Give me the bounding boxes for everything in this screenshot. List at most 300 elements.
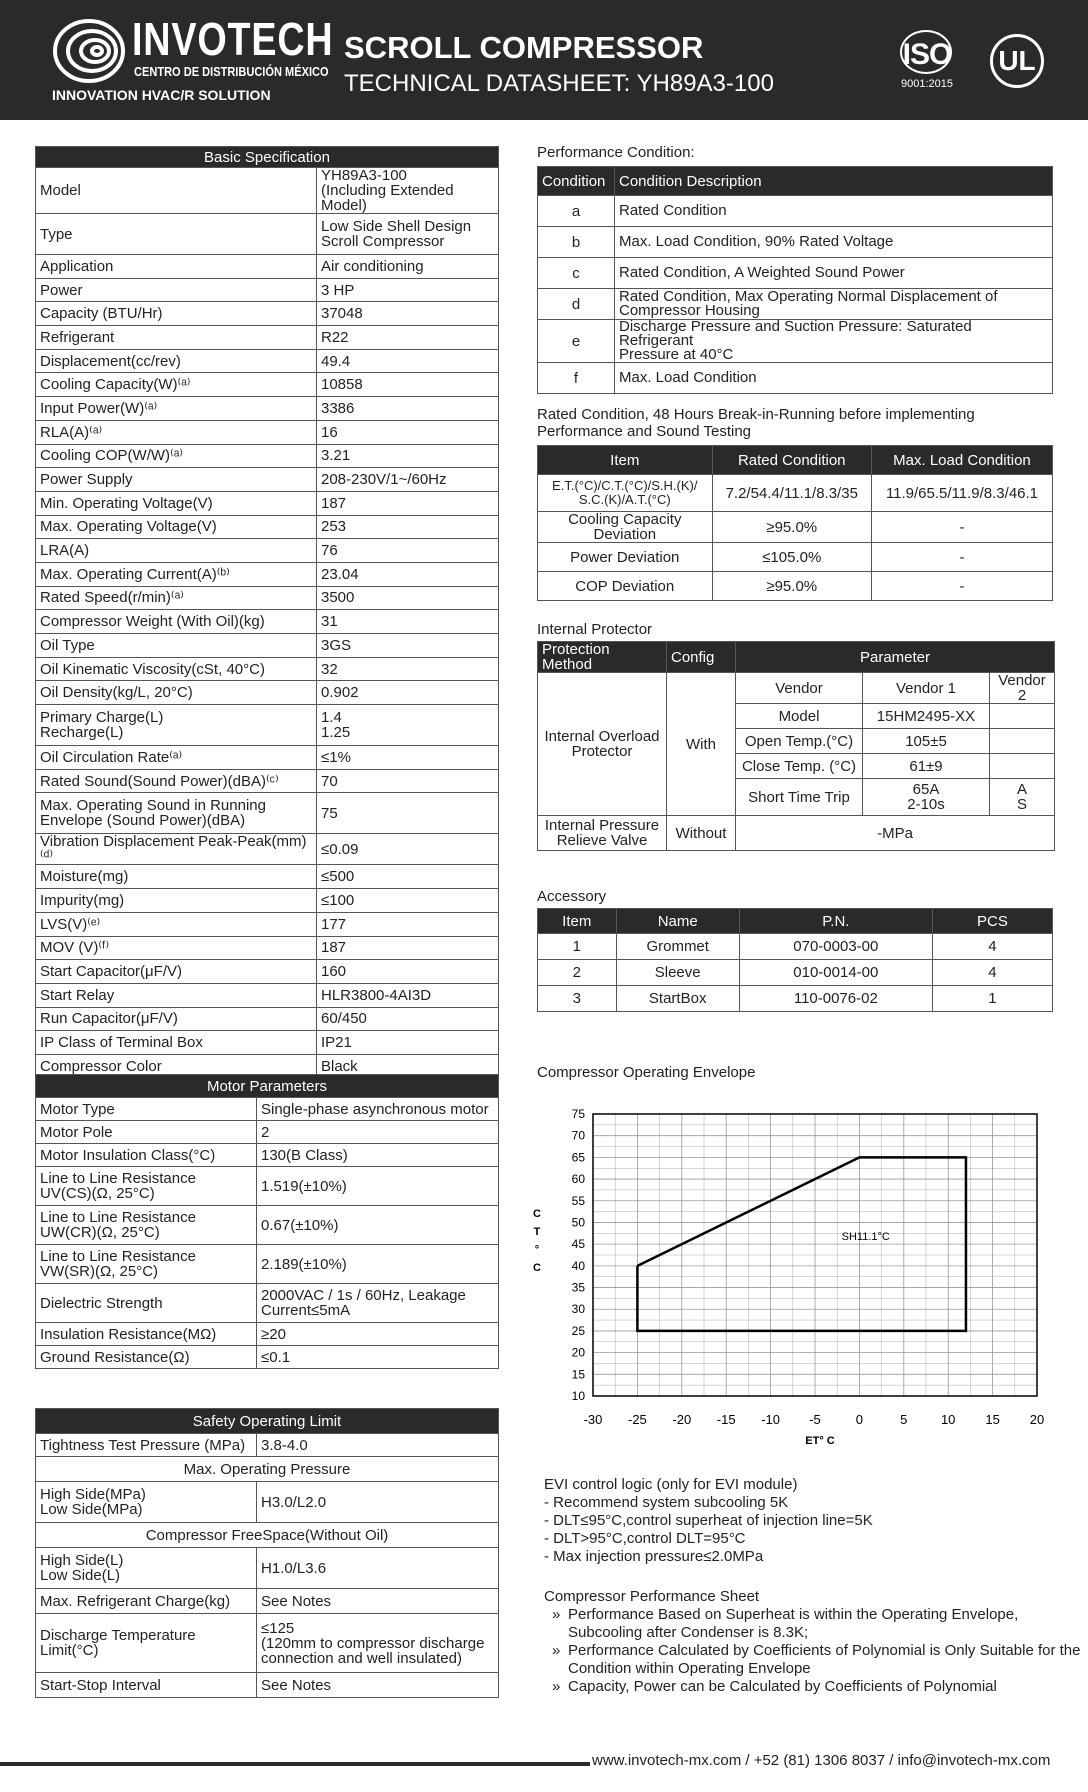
spec-label: Moisture(mg) bbox=[36, 865, 317, 889]
y-tick-label: 15 bbox=[571, 1367, 585, 1382]
spec-value: 3 HP bbox=[317, 278, 499, 302]
spec-label: Oil Type bbox=[36, 634, 317, 658]
perf-sheet-item bbox=[552, 1606, 1080, 1642]
param-label: Model bbox=[736, 704, 863, 729]
safety-label: Tightness Test Pressure (MPa) bbox=[36, 1434, 257, 1457]
safety-table bbox=[35, 1408, 499, 1698]
spec-value: 1.4 1.25 bbox=[317, 705, 499, 746]
y-tick-label: 50 bbox=[571, 1215, 585, 1230]
condition-col: Condition bbox=[538, 167, 615, 196]
performance-sheet-notes bbox=[544, 1588, 1080, 1696]
param-vendor1: Vendor 1 bbox=[863, 673, 990, 704]
accessory-cell: 3 bbox=[538, 986, 617, 1012]
condition-description: Rated Condition, A Weighted Sound Power bbox=[615, 258, 1053, 289]
spec-label: Cooling COP(W/W)⁽ᵃ⁾ bbox=[36, 444, 317, 468]
accessory-title: Accessory bbox=[537, 888, 607, 905]
evi-note-line: - DLT≤95°C,control superheat of injection line=5K bbox=[544, 1512, 873, 1529]
condition-letter: e bbox=[538, 320, 615, 363]
ul-logo: UL bbox=[990, 34, 1044, 88]
param-vendor1: 105±5 bbox=[863, 729, 990, 754]
y-tick-label: 60 bbox=[571, 1172, 585, 1187]
rated-cell: 11.9/65.5/11.9/8.3/46.1 bbox=[871, 475, 1052, 512]
envelope-title: Compressor Operating Envelope bbox=[537, 1064, 756, 1081]
spec-value: 160 bbox=[317, 960, 499, 984]
table-row bbox=[538, 543, 1053, 572]
spec-label: Power bbox=[36, 278, 317, 302]
table-row bbox=[36, 468, 499, 492]
table-row bbox=[36, 889, 499, 913]
spec-value: ≤100 bbox=[317, 889, 499, 913]
spec-label: Application bbox=[36, 255, 317, 279]
condition-header bbox=[538, 167, 1053, 196]
y-tick-label: 70 bbox=[571, 1128, 585, 1143]
rated-cell: Power Deviation bbox=[538, 543, 713, 572]
motor-value: 2000VAC / 1s / 60Hz, Leakage Current≤5mA bbox=[257, 1284, 499, 1323]
table-row bbox=[538, 986, 1053, 1012]
spec-value: 49.4 bbox=[317, 349, 499, 373]
motor-value: 2 bbox=[257, 1121, 499, 1144]
table-row bbox=[36, 1589, 499, 1614]
valve-config: Without bbox=[667, 816, 736, 851]
spec-label: IP Class of Terminal Box bbox=[36, 1031, 317, 1055]
table-row bbox=[36, 1031, 499, 1055]
perf-sheet-title: Compressor Performance Sheet bbox=[544, 1588, 760, 1605]
table-row bbox=[36, 1007, 499, 1031]
table-title: Basic Specification bbox=[36, 147, 499, 168]
evi-note-line: - DLT>95°C,control DLT=95°C bbox=[544, 1530, 746, 1547]
safety-value: See Notes bbox=[257, 1673, 499, 1698]
perf-sheet-item-text: Capacity, Power can be Calculated by Coefficients of Polynomial bbox=[568, 1678, 997, 1695]
motor-label: Insulation Resistance(MΩ) bbox=[36, 1323, 257, 1346]
table-row bbox=[36, 936, 499, 960]
brand-tagline: INNOVATION HVAC/R SOLUTION bbox=[52, 87, 271, 103]
rated-cell: E.T.(°C)/C.T.(°C)/S.H.(K)/ S.C.(K)/A.T.(°C) bbox=[538, 475, 713, 512]
invotech-swirl-logo bbox=[50, 16, 128, 86]
document-subtitle: TECHNICAL DATASHEET: YH89A3-100 bbox=[344, 70, 774, 97]
motor-label: Motor Pole bbox=[36, 1121, 257, 1144]
table-row bbox=[538, 816, 1055, 851]
motor-value: 130(B Class) bbox=[257, 1144, 499, 1167]
accessory-cell: Grommet bbox=[616, 934, 739, 960]
table-row bbox=[538, 673, 1055, 704]
spec-label: LRA(A) bbox=[36, 539, 317, 563]
table-title: Safety Operating Limit bbox=[36, 1409, 499, 1434]
document-title: SCROLL COMPRESSOR bbox=[344, 30, 704, 65]
spec-value: Air conditioning bbox=[317, 255, 499, 279]
spec-label: LVS(V)⁽ᵉ⁾ bbox=[36, 912, 317, 936]
table-row bbox=[538, 320, 1053, 363]
table-row bbox=[36, 562, 499, 586]
param-vendor2 bbox=[990, 729, 1055, 754]
safety-label: High Side(MPa) Low Side(MPa) bbox=[36, 1482, 257, 1523]
table-row bbox=[36, 1144, 499, 1167]
y-tick-label: 75 bbox=[571, 1107, 585, 1121]
table-row bbox=[36, 326, 499, 350]
table-row bbox=[36, 834, 499, 865]
rated-col-header: Item bbox=[538, 446, 713, 475]
spec-label: Input Power(W)⁽ᵃ⁾ bbox=[36, 397, 317, 421]
table-row bbox=[36, 373, 499, 397]
safety-header bbox=[36, 1409, 499, 1434]
table-row bbox=[36, 1346, 499, 1369]
rated-cell: ≥95.0% bbox=[712, 572, 871, 601]
table-row bbox=[36, 912, 499, 936]
spec-label: Power Supply bbox=[36, 468, 317, 492]
table-row bbox=[36, 746, 499, 770]
param-vendor1: 15HM2495-XX bbox=[863, 704, 990, 729]
spec-value: 0.902 bbox=[317, 681, 499, 705]
footer-contact: www.invotech-mx.com / +52 (81) 1306 8037 / info@invotech-mx.com bbox=[592, 1752, 1051, 1769]
table-row bbox=[36, 539, 499, 563]
table-row bbox=[36, 769, 499, 793]
safety-value: See Notes bbox=[257, 1589, 499, 1614]
spec-value: 3GS bbox=[317, 634, 499, 658]
table-row bbox=[36, 515, 499, 539]
rated-header bbox=[538, 446, 1053, 475]
table-row bbox=[36, 793, 499, 834]
accessory-cell: 4 bbox=[932, 934, 1052, 960]
valve-label: Internal Pressure Relieve Valve bbox=[538, 816, 667, 851]
motor-label: Motor Type bbox=[36, 1098, 257, 1121]
table-row bbox=[36, 610, 499, 634]
motor-value: ≥20 bbox=[257, 1323, 499, 1346]
param-vendor1: 61±9 bbox=[863, 754, 990, 779]
accessory-cell: 110-0076-02 bbox=[739, 986, 932, 1012]
y-axis-label: C bbox=[533, 1262, 541, 1274]
motor-value: 1.519(±10%) bbox=[257, 1167, 499, 1206]
spec-label: Start Capacitor(μF/V) bbox=[36, 960, 317, 984]
x-tick-label: 0 bbox=[855, 1412, 864, 1427]
spec-label: Run Capacitor(μF/V) bbox=[36, 1007, 317, 1031]
motor-value: ≤0.1 bbox=[257, 1346, 499, 1369]
condition-description: Max. Load Condition bbox=[615, 363, 1053, 394]
table-row bbox=[36, 444, 499, 468]
x-tick-label: 5 bbox=[900, 1412, 908, 1427]
spec-value: IP21 bbox=[317, 1031, 499, 1055]
rated-cell: - bbox=[871, 543, 1052, 572]
table-row bbox=[538, 289, 1053, 320]
table-row bbox=[36, 657, 499, 681]
safety-value: ≤125 (120mm to compressor discharge connection and well insulated) bbox=[257, 1614, 499, 1673]
motor-label: Line to Line Resistance UW(CR)(Ω, 25°C) bbox=[36, 1206, 257, 1245]
table-row bbox=[36, 1523, 499, 1548]
rated-cell: ≥95.0% bbox=[712, 512, 871, 543]
param-vendor2 bbox=[990, 704, 1055, 729]
table-row bbox=[36, 1323, 499, 1346]
spec-value: 3386 bbox=[317, 397, 499, 421]
spec-value: 10858 bbox=[317, 373, 499, 397]
table-row bbox=[36, 1167, 499, 1206]
motor-label: Line to Line Resistance VW(SR)(Ω, 25°C) bbox=[36, 1245, 257, 1284]
perf-sheet-item-text: Performance Calculated by Coefficients of Polynomial is Only Suitable for the Condition within Operating Envelope bbox=[568, 1642, 1081, 1677]
iso-text: ISO bbox=[902, 38, 952, 71]
table-row bbox=[36, 586, 499, 610]
spec-value: 253 bbox=[317, 515, 499, 539]
spec-value: YH89A3-100 (Including Extended Model) bbox=[317, 168, 499, 214]
spec-value: 32 bbox=[317, 657, 499, 681]
safety-section-label: Max. Operating Pressure bbox=[36, 1457, 499, 1482]
param-vendor2 bbox=[990, 754, 1055, 779]
table-row bbox=[36, 1206, 499, 1245]
table-row bbox=[36, 960, 499, 984]
accessory-col-header: PCS bbox=[932, 909, 1052, 934]
safety-value: 3.8-4.0 bbox=[257, 1434, 499, 1457]
table-row bbox=[36, 681, 499, 705]
rated-cell: COP Deviation bbox=[538, 572, 713, 601]
safety-value: H1.0/L3.6 bbox=[257, 1548, 499, 1589]
protector-col-header: Config bbox=[667, 642, 736, 673]
rated-col-header: Max. Load Condition bbox=[871, 446, 1052, 475]
protector-col-header: Protection Method bbox=[538, 642, 667, 673]
safety-value: H3.0/L2.0 bbox=[257, 1482, 499, 1523]
table-row bbox=[538, 196, 1053, 227]
accessory-cell: 010-0014-00 bbox=[739, 960, 932, 986]
operating-envelope-chart bbox=[525, 1095, 1055, 1465]
spec-label: Primary Charge(L) Recharge(L) bbox=[36, 705, 317, 746]
table-row bbox=[36, 1284, 499, 1323]
spec-label: Capacity (BTU/Hr) bbox=[36, 302, 317, 326]
table-row bbox=[36, 865, 499, 889]
spec-value: 208-230V/1~/60Hz bbox=[317, 468, 499, 492]
x-tick-label: -30 bbox=[583, 1412, 603, 1427]
y-tick-label: 40 bbox=[571, 1258, 585, 1273]
internal-protector-title: Internal Protector bbox=[537, 621, 653, 638]
spec-label: Min. Operating Voltage(V) bbox=[36, 491, 317, 515]
x-tick-label: -5 bbox=[809, 1412, 821, 1427]
y-tick-label: 25 bbox=[571, 1323, 585, 1338]
accessory-cell: 1 bbox=[932, 986, 1052, 1012]
spec-value: ≤500 bbox=[317, 865, 499, 889]
table-row bbox=[36, 491, 499, 515]
accessory-cell: StartBox bbox=[616, 986, 739, 1012]
spec-label: Max. Operating Sound in Running Envelope (Sound Power)(dBA) bbox=[36, 793, 317, 834]
motor-label: Dielectric Strength bbox=[36, 1284, 257, 1323]
envelope-annotation: SH11.1°C bbox=[841, 1230, 890, 1243]
table-row bbox=[36, 1457, 499, 1482]
overload-protector-config: With bbox=[667, 673, 736, 816]
param-label: Vendor bbox=[736, 673, 863, 704]
x-tick-label: -15 bbox=[716, 1412, 736, 1427]
x-tick-label: -25 bbox=[628, 1412, 647, 1427]
spec-label: Refrigerant bbox=[36, 326, 317, 350]
spec-label: Rated Speed(r/min)⁽ᵃ⁾ bbox=[36, 586, 317, 610]
internal-protector-table bbox=[537, 641, 1055, 851]
safety-label: Discharge Temperature Limit(°C) bbox=[36, 1614, 257, 1673]
y-tick-label: 10 bbox=[571, 1389, 585, 1403]
table-row bbox=[538, 258, 1053, 289]
spec-label: Type bbox=[36, 214, 317, 255]
x-tick-label: -20 bbox=[672, 1412, 692, 1427]
accessory-col-header: Item bbox=[538, 909, 617, 934]
condition-description: Max. Load Condition, 90% Rated Voltage bbox=[615, 227, 1053, 258]
bullet-icon: » bbox=[552, 1606, 561, 1623]
evi-notes bbox=[544, 1476, 873, 1566]
spec-value: ≤0.09 bbox=[317, 834, 499, 865]
param-vendor1: 65A 2-10s bbox=[863, 779, 990, 816]
condition-letter: f bbox=[538, 363, 615, 394]
condition-letter: b bbox=[538, 227, 615, 258]
perf-sheet-item bbox=[552, 1678, 1080, 1696]
spec-value: ≤1% bbox=[317, 746, 499, 770]
table-row bbox=[36, 278, 499, 302]
table-row bbox=[36, 1614, 499, 1673]
table-row bbox=[36, 1098, 499, 1121]
protector-col-header: Parameter bbox=[736, 642, 1055, 673]
footer-divider bbox=[0, 1762, 590, 1766]
spec-label: Rated Sound(Sound Power)(dBA)⁽ᶜ⁾ bbox=[36, 769, 317, 793]
spec-label: Max. Operating Current(A)⁽ᵇ⁾ bbox=[36, 562, 317, 586]
safety-label: High Side(L) Low Side(L) bbox=[36, 1548, 257, 1589]
motor-label: Motor Insulation Class(°C) bbox=[36, 1144, 257, 1167]
evi-note-line: EVI control logic (only for EVI module) bbox=[544, 1476, 798, 1493]
bullet-icon: » bbox=[552, 1678, 561, 1695]
description-col: Condition Description bbox=[615, 167, 1053, 196]
table-row bbox=[36, 168, 499, 214]
rated-cell: Cooling Capacity Deviation bbox=[538, 512, 713, 543]
table-row bbox=[538, 475, 1053, 512]
spec-value: Black bbox=[317, 1054, 499, 1078]
rated-col-header: Rated Condition bbox=[712, 446, 871, 475]
iso-globe-logo bbox=[894, 30, 960, 92]
table-row bbox=[36, 397, 499, 421]
table-row bbox=[538, 960, 1053, 986]
table-row bbox=[538, 512, 1053, 543]
evi-note-line: - Max injection pressure≤2.0MPa bbox=[544, 1548, 764, 1565]
y-axis-label: C bbox=[533, 1208, 541, 1220]
motor-table bbox=[35, 1074, 499, 1369]
table-row bbox=[538, 934, 1053, 960]
overload-protector-label: Internal Overload Protector bbox=[538, 673, 667, 816]
accessory-table bbox=[537, 908, 1053, 1012]
table-row bbox=[538, 363, 1053, 394]
table-row bbox=[36, 349, 499, 373]
spec-value: 70 bbox=[317, 769, 499, 793]
y-tick-label: 20 bbox=[571, 1345, 585, 1360]
accessory-header bbox=[538, 909, 1053, 934]
y-tick-label: 35 bbox=[571, 1280, 585, 1295]
spec-value: 187 bbox=[317, 936, 499, 960]
motor-value: Single-phase asynchronous motor bbox=[257, 1098, 499, 1121]
spec-value: 3.21 bbox=[317, 444, 499, 468]
table-row bbox=[36, 255, 499, 279]
accessory-col-header: Name bbox=[616, 909, 739, 934]
param-label: Close Temp. (°C) bbox=[736, 754, 863, 779]
evi-note-line: - Recommend system subcooling 5K bbox=[544, 1494, 789, 1511]
x-tick-label: 10 bbox=[940, 1412, 956, 1427]
spec-label: Impurity(mg) bbox=[36, 889, 317, 913]
spec-label: Compressor Weight (With Oil)(kg) bbox=[36, 610, 317, 634]
table-row bbox=[538, 572, 1053, 601]
motor-value: 0.67(±10%) bbox=[257, 1206, 499, 1245]
performance-condition-table bbox=[537, 166, 1053, 394]
condition-letter: c bbox=[538, 258, 615, 289]
spec-value: 187 bbox=[317, 491, 499, 515]
y-axis-label: T bbox=[533, 1226, 541, 1238]
spec-label: Compressor Color bbox=[36, 1054, 317, 1078]
spec-value: 177 bbox=[317, 912, 499, 936]
param-label: Open Temp.(°C) bbox=[736, 729, 863, 754]
spec-value: HLR3800-4AI3D bbox=[317, 983, 499, 1007]
table-row bbox=[538, 227, 1053, 258]
spec-value: 37048 bbox=[317, 302, 499, 326]
y-tick-label: 45 bbox=[571, 1237, 585, 1252]
condition-description: Rated Condition bbox=[615, 196, 1053, 227]
table-row bbox=[36, 214, 499, 255]
spec-value: 3500 bbox=[317, 586, 499, 610]
accessory-cell: 2 bbox=[538, 960, 617, 986]
header-bar bbox=[0, 0, 1088, 120]
brand-subtitle: CENTRO DE DISTRIBUCIÓN MÉXICO bbox=[134, 64, 329, 79]
spec-label: Displacement(cc/rev) bbox=[36, 349, 317, 373]
spec-label: Oil Kinematic Viscosity(cSt, 40°C) bbox=[36, 657, 317, 681]
valve-value: -MPa bbox=[736, 816, 1055, 851]
rated-condition-table bbox=[537, 445, 1053, 601]
protector-header bbox=[538, 642, 1055, 673]
condition-description: Discharge Pressure and Suction Pressure: Saturated Refrigerant Pressure at 40°C bbox=[615, 320, 1053, 363]
motor-label: Line to Line Resistance UV(CS)(Ω, 25°C) bbox=[36, 1167, 257, 1206]
basic-spec-table bbox=[35, 146, 499, 1079]
rated-cell: - bbox=[871, 512, 1052, 543]
param-vendor2: Vendor 2 bbox=[990, 673, 1055, 704]
motor-header bbox=[36, 1075, 499, 1098]
accessory-cell: Sleeve bbox=[616, 960, 739, 986]
y-tick-label: 30 bbox=[571, 1302, 585, 1317]
rated-cell: 7.2/54.4/11.1/8.3/35 bbox=[712, 475, 871, 512]
table-row bbox=[36, 420, 499, 444]
y-tick-label: 65 bbox=[571, 1150, 585, 1165]
rated-condition-title: Rated Condition, 48 Hours Break-in-Running before implementing Performance and Sound Testing bbox=[537, 406, 975, 440]
motor-label: Ground Resistance(Ω) bbox=[36, 1346, 257, 1369]
condition-description: Rated Condition, Max Operating Normal Displacement of Compressor Housing bbox=[615, 289, 1053, 320]
table-row bbox=[36, 983, 499, 1007]
table-row bbox=[36, 1245, 499, 1284]
spec-value: 16 bbox=[317, 420, 499, 444]
table-row bbox=[36, 1482, 499, 1523]
table-row bbox=[36, 1673, 499, 1698]
safety-label: Max. Refrigerant Charge(kg) bbox=[36, 1589, 257, 1614]
motor-value: 2.189(±10%) bbox=[257, 1245, 499, 1284]
spec-value: 23.04 bbox=[317, 562, 499, 586]
x-tick-label: 15 bbox=[985, 1412, 1000, 1427]
spec-value: 76 bbox=[317, 539, 499, 563]
param-label: Short Time Trip bbox=[736, 779, 863, 816]
bullet-icon: » bbox=[552, 1642, 561, 1659]
condition-letter: d bbox=[538, 289, 615, 320]
spec-value: R22 bbox=[317, 326, 499, 350]
table-row bbox=[36, 705, 499, 746]
x-tick-label: 20 bbox=[1029, 1412, 1045, 1427]
perf-sheet-item-text: Performance Based on Superheat is within the Operating Envelope, Subcooling after Condenser is 8.3K; bbox=[568, 1606, 1019, 1641]
spec-value: Low Side Shell Design Scroll Compressor bbox=[317, 214, 499, 255]
spec-label: Vibration Displacement Peak-Peak(mm)⁽ᵈ⁾ bbox=[36, 834, 317, 865]
spec-value: 31 bbox=[317, 610, 499, 634]
table-row bbox=[36, 1548, 499, 1589]
accessory-cell: 1 bbox=[538, 934, 617, 960]
safety-label: Start-Stop Interval bbox=[36, 1673, 257, 1698]
y-tick-label: 55 bbox=[571, 1193, 585, 1208]
perf-sheet-item bbox=[552, 1642, 1080, 1678]
accessory-col-header: P.N. bbox=[739, 909, 932, 934]
y-axis-label: ° bbox=[534, 1244, 540, 1256]
spec-label: RLA(A)⁽ᵃ⁾ bbox=[36, 420, 317, 444]
safety-section-label: Compressor FreeSpace(Without Oil) bbox=[36, 1523, 499, 1548]
spec-value: 75 bbox=[317, 793, 499, 834]
spec-label: Oil Circulation Rate⁽ᵃ⁾ bbox=[36, 746, 317, 770]
table-row bbox=[36, 1434, 499, 1457]
table-title: Motor Parameters bbox=[36, 1075, 499, 1098]
spec-label: Max. Operating Voltage(V) bbox=[36, 515, 317, 539]
spec-label: Model bbox=[36, 168, 317, 214]
